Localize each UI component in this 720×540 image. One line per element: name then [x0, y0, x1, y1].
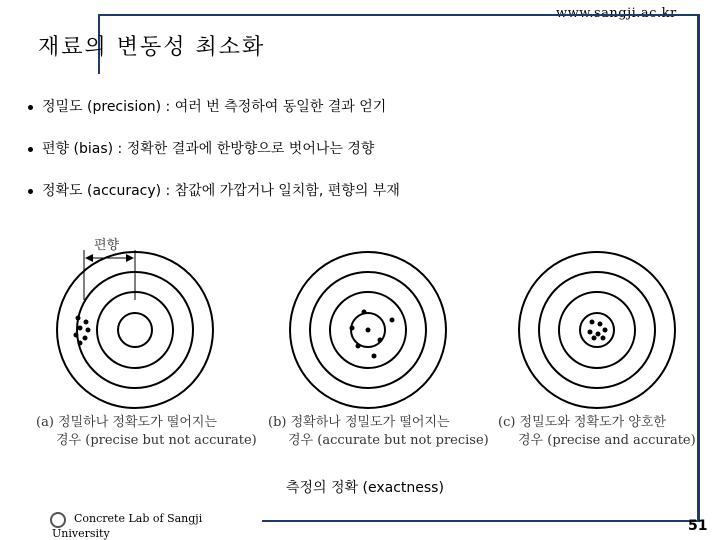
caption-c-line2: 경우 (precise and accurate)	[518, 433, 696, 448]
bias-label: 편향	[94, 238, 120, 253]
figure-subtitle: 측정의 정확 (exactness)	[286, 480, 444, 496]
bullet-text: 정확도 (accuracy) : 참값에 가깝거나 일치함, 편향의 부재	[42, 183, 400, 199]
caption-b-line1: (b) 정확하나 정밀도가 떨어지는	[268, 415, 450, 430]
bullet-text: 정밀도 (precision) : 여러 번 측정하여 동일한 결과 얻기	[42, 99, 387, 115]
page-number: 51	[688, 518, 708, 534]
caption-c	[498, 414, 696, 450]
university-logo-icon	[50, 512, 66, 528]
shots-c	[588, 320, 608, 341]
caption-a-line1: (a) 정밀하나 정확도가 떨어지는	[36, 415, 217, 430]
caption-a	[36, 414, 257, 450]
footer-lab-line2: University	[52, 527, 110, 540]
target-c	[519, 252, 675, 408]
caption-b-line2: 경우 (accurate but not precise)	[288, 433, 489, 448]
caption-b	[268, 414, 489, 450]
slide-title: 재료의 변동성 최소화	[38, 35, 266, 60]
caption-a-line2: 경우 (precise but not accurate)	[56, 433, 257, 448]
caption-c-line1: (c) 정밀도와 정확도가 양호한	[498, 415, 666, 430]
bullet-text: 편향 (bias) : 정확한 결과에 한방향으로 벗어나는 경향	[42, 141, 375, 157]
footer-lab-line1: Concrete Lab of Sangji	[74, 512, 203, 525]
